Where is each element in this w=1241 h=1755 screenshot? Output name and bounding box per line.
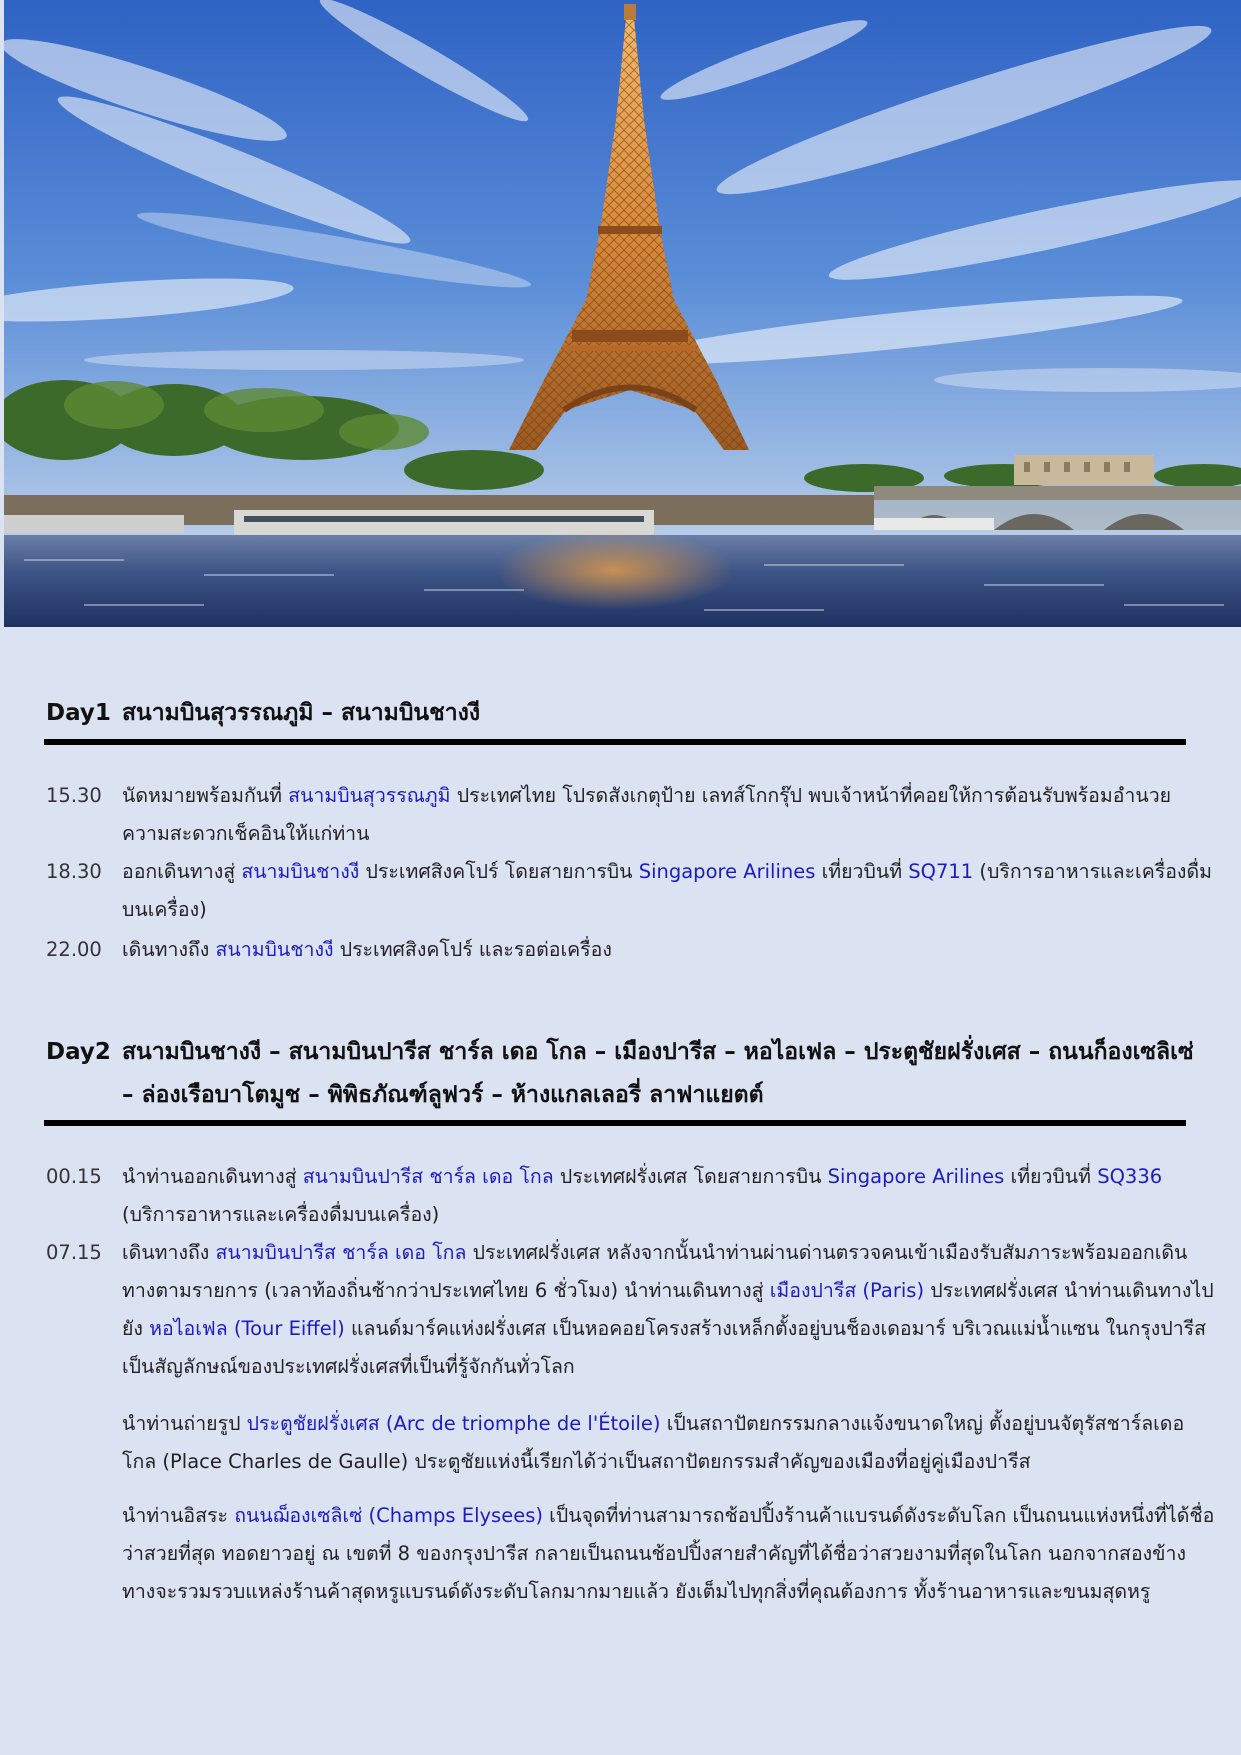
itinerary-entry [46,931,1216,969]
place-highlight: สนามบินชางงี [215,938,334,961]
day2-heading [46,1031,1196,1117]
place-highlight: ถนนฌ็องเซลิเซ่ (Champs Elysees) [234,1504,543,1527]
airline-highlight: Singapore Arilines [638,860,816,883]
entry-time: 07.15 [46,1241,102,1264]
place-highlight: สนามบินปารีส ชาร์ล เดอ โกล [215,1241,467,1264]
eiffel-tower-photo [4,0,1241,627]
place-highlight: สนามบินชางงี [241,860,360,883]
entry-text: นัดหมายพร้อมกันที่ สนามบินสุวรรณภูมิ ประเทศไทย โปรดสังเกตุป้าย เลทส์โกกรุ๊ป พบเจ้าหน้าที่คอยให้การต้อนรับพร้อมอำนวยความสะดวกเช็คอินให้แก่ท่าน [122,784,1172,845]
flight-number: SQ336 [1097,1165,1163,1188]
entry-time: 00.15 [46,1165,102,1188]
itinerary-paragraph: นำท่านถ่ายรูป ประตูชัยฝรั่งเศส (Arc de triomphe de l'Étoile) เป็นสถาปัตยกรรมกลางแจ้งขนาดใหญ่ ตั้งอยู่บนจัตุรัสชาร์ลเดอโกล (Place Charles de Gaulle) ประตูชัยแห่งนี้เรียกได้ว่าเป็นสถาปัตยกรรมสำคัญของเมืองที่อยู่คู่เมืองปารีส [122,1412,1185,1473]
place-highlight: หอไอเฟล (Tour Eiffel) [149,1317,345,1340]
entry-text: เดินทางถึง สนามบินปารีส ชาร์ล เดอ โกล ประเทศฝรั่งเศส หลังจากนั้นนำท่านผ่านด่านตรวจคนเข้าเมืองรับสัมภาระพร้อมออกเดินทางตามรายการ (เวลาท้องถิ่นช้ากว่าประเทศไทย 6 ชั่วโมง) นำท่านเดินทางสู่ เมืองปารีส (Paris) ประเทศฝรั่งเศส นำท่านเดินทางไปยัง หอไอเฟล (Tour Eiffel) แลนด์มาร์คแห่งฝรั่งเศส เป็นหอคอยโครงสร้างเหล็กตั้งอยู่บนช็องเดอมาร์ บริเวณแม่น้ำแซน ในกรุงปารีส เป็นสัญลักษณ์ของประเทศฝรั่งเศสที่เป็นที่รู้จักกันทั่วโลก [122,1241,1214,1378]
day1-rule [44,739,1186,745]
day2-label: Day2 [46,1039,111,1065]
entry-text: นำท่านออกเดินทางสู่ สนามบินปารีส ชาร์ล เดอ โกล ประเทศฝรั่งเศส โดยสายการบิน Singapore Arilines เที่ยวบินที่ SQ336 (บริการอาหารและเครื่องดื่มบนเครื่อง) [122,1165,1163,1226]
itinerary-entry [46,1158,1216,1234]
place-highlight: เมืองปารีส (Paris) [769,1279,925,1302]
itinerary-entry [46,853,1216,929]
airline-highlight: Singapore Arilines [827,1165,1005,1188]
entry-text: เดินทางถึง สนามบินชางงี ประเทศสิงคโปร์ และรอต่อเครื่อง [122,938,612,961]
day2-rule [44,1120,1186,1126]
place-highlight: สนามบินปารีส ชาร์ล เดอ โกล [302,1165,554,1188]
entry-time: 15.30 [46,784,102,807]
place-highlight: ประตูชัยฝรั่งเศส (Arc de triomphe de l'Étoile) [246,1412,661,1435]
entry-time: 18.30 [46,860,102,883]
day2-title: สนามบินชางงี – สนามบินปารีส ชาร์ล เดอ โกล – เมืองปารีส – หอไอเฟล – ประตูชัยฝรั่งเศส – ถนนก็องเซลิเซ่ – ล่องเรือบาโตมูช – พิพิธภัณฑ์ลูฟวร์ – ห้างแกลเลอรี่ ลาฟาแยตต์ [122,1039,1194,1108]
itinerary-entry [46,777,1216,853]
place-highlight: สนามบินสุวรรณภูมิ [288,784,451,807]
itinerary-paragraph: นำท่านอิสระ ถนนฌ็องเซลิเซ่ (Champs Elysees) เป็นจุดที่ท่านสามารถช้อปปิ้งร้านค้าแบรนด์ดังระดับโลก เป็นถนนแห่งหนึ่งที่ได้ชื่อว่าสวยที่สุด ทอดยาวอยู่ ณ เขตที่ 8 ของกรุงปารีส กลายเป็นถนนช้อปปิ้งสายสำคัญที่ได้ชื่อว่าสวยงามที่สุดในโลก นอกจากสองข้างทางจะรวมรวบแหล่งร้านค้าสุดหรูแบรนด์ดังระดับโลกมากมายแล้ว ยังเต็มไปทุกสิ่งที่คุณต้องการ ทั้งร้านอาหารและขนมสุดหรู [122,1504,1215,1603]
flight-number: SQ711 [908,860,974,883]
day1-heading [46,692,1196,738]
day1-label: Day1 [46,700,111,726]
entry-time: 22.00 [46,938,102,961]
entry-text: ออกเดินทางสู่ สนามบินชางงี ประเทศสิงคโปร์ โดยสายการบิน Singapore Arilines เที่ยวบินที่ SQ711 (บริการอาหารและเครื่องดื่มบนเครื่อง) [122,860,1212,921]
day1-title: สนามบินสุวรรณภูมิ – สนามบินชางงี [122,700,481,726]
itinerary-entry [46,1234,1216,1386]
